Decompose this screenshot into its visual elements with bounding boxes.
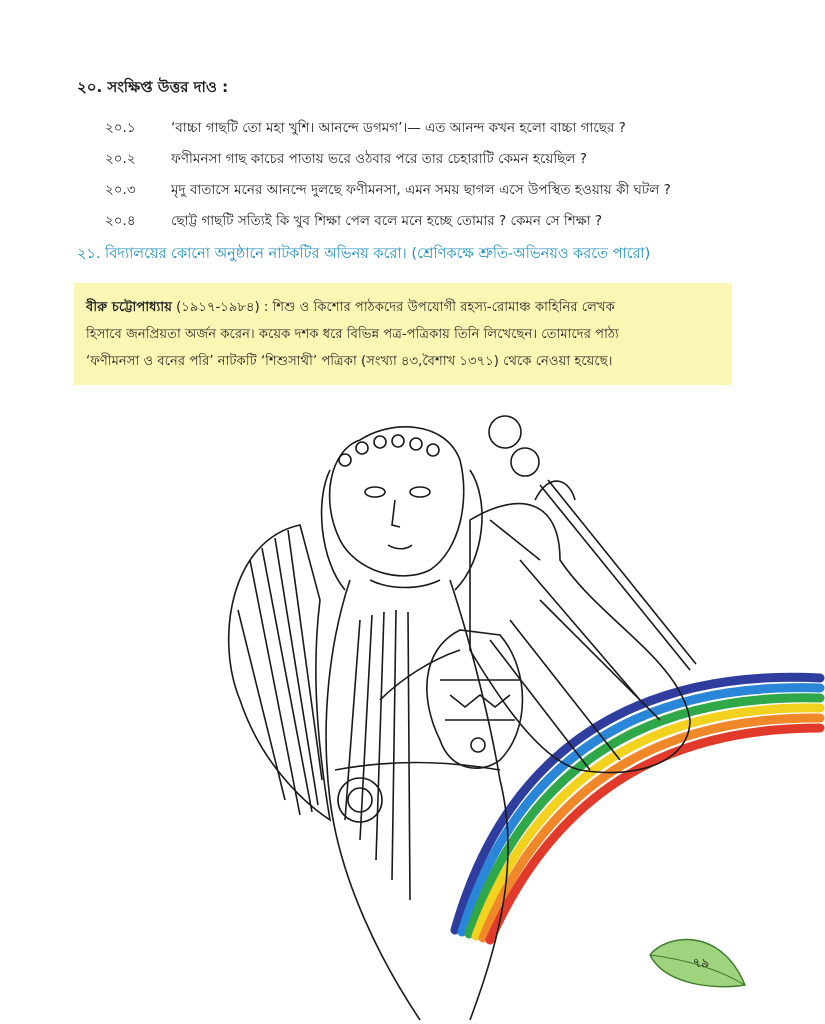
- question-number: ২০.৩: [105, 182, 136, 198]
- question-text: ফণীমনসা গাছ কাচের পাতায় ভরে ওঠবার পরে তার চেহারাটি কেমন হয়েছিল ?: [171, 151, 587, 167]
- rainbow-illustration: [455, 677, 820, 940]
- question-text: মৃদু বাতাসে মনের আনন্দে দুলছে ফণীমনসা, এমন সময় ছাগল এসে উপস্থিত হওয়ায় কী ঘটল ?: [171, 182, 671, 198]
- question-text: ছোট্ট গাছটি সত্যিই কি খুব শিক্ষা পেল বলে মনে হচ্ছে তোমার ? কেমন সে শিক্ষা ?: [171, 213, 603, 229]
- question-text: ‘বাচ্চা গাছটি তো মহা খুশি। আনন্দে ডগমগ’।— এত আনন্দ কখন হলো বাচ্চা গাছের ?: [171, 120, 626, 136]
- fairy-illustration: [0, 395, 825, 1024]
- jar-drawing: [427, 630, 523, 768]
- author-line-2: হিসাবে জনপ্রিয়তা অর্জন করেন। কয়েক দশক ধরে বিভিন্ন পত্র-পত্রিকায় তিনি লিখেছেন। তোমাদের পাঠ্য: [86, 327, 619, 342]
- question-number: ২০.১: [105, 120, 136, 136]
- fairy-head-drawing: [322, 427, 482, 590]
- author-line-3: ‘ফণীমনসা ও বনের পরি’ নাটকটি ‘শিশুসাথী’ পত্রিকা (সংখ্যা ৪৩,বৈশাখ ১৩৭১) থেকে নেওয়া হয়েছে।: [86, 354, 613, 369]
- author-info-box: [74, 283, 732, 385]
- left-wing-drawing: [229, 525, 330, 820]
- question-number: ২০.২: [105, 151, 136, 167]
- questions-heading: ২০. সংক্ষিপ্ত উত্তর দাও :: [77, 78, 229, 96]
- question-item: [105, 113, 785, 144]
- question-list: [105, 113, 785, 237]
- author-line-1: [86, 294, 720, 321]
- fairy-body-drawing: [326, 580, 508, 1020]
- question-item: [105, 206, 785, 237]
- author-name: বীরু চট্টোপাধ্যায়: [86, 300, 172, 315]
- author-dates-text: (১৯১৭-১৯৮৪) : শিশু ও কিশোর পাঠকদের উপযোগী রহস্য-রোমাঞ্চ কাহিনির লেখক: [171, 300, 615, 315]
- page-number: ৭৯: [692, 956, 710, 971]
- question-number: ২০.৪: [105, 213, 136, 229]
- question-item: [105, 144, 785, 175]
- question-item: [105, 175, 785, 206]
- activity-task: ২১. বিদ্যালয়ের কোনো অনুষ্ঠানে নাটকটির অভিনয় করো। (শ্রেণিকক্ষে শ্রুতি-অভিনয়ও করতে পারো): [77, 246, 651, 262]
